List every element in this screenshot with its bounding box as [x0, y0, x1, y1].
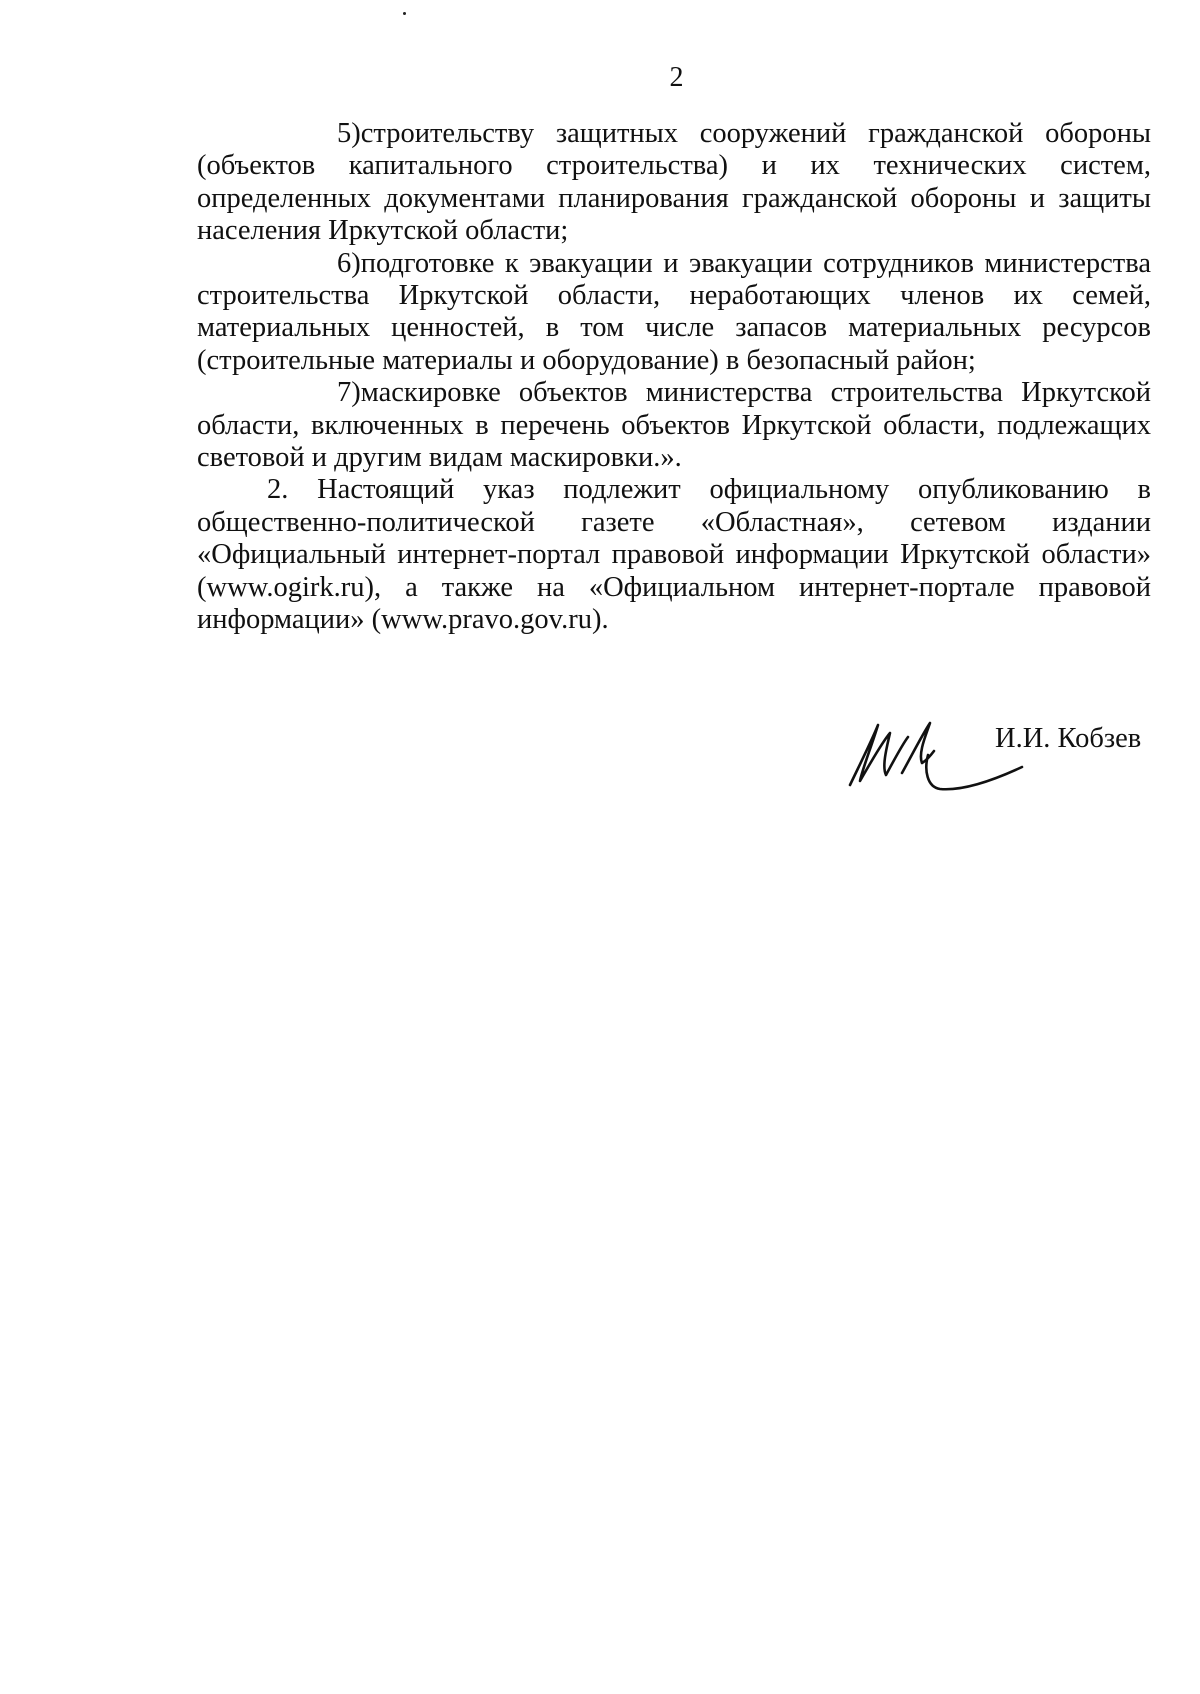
- item-text: строительству защитных сооружений гражданской обороны (объектов капитального строительства) и их технических систем, определенных документами планирования гражданской обороны и защиты населения Иркутской области;: [197, 118, 1151, 247]
- list-item: [197, 248, 1151, 378]
- stray-mark: [403, 12, 406, 15]
- item-number: 5): [337, 118, 361, 149]
- signature-block: [832, 715, 1152, 805]
- list-item: [197, 118, 1151, 248]
- page-number: 2: [669, 62, 684, 93]
- item-number: 7): [337, 377, 361, 409]
- list-item: [197, 377, 1151, 474]
- document-body: [197, 118, 1151, 637]
- item-number: 6): [337, 247, 361, 279]
- signer-name: И.И. Кобзев: [995, 723, 1142, 754]
- item-text: подготовке к эвакуации и эвакуации сотрудников министерства строительства Иркутской области, неработающих членов их семей, материальных ценностей, в том числе запасов материальных ресурсов (строительные материалы и оборудование) в безопасный район;: [197, 247, 1151, 376]
- item-text: маскировке объектов министерства строительства Иркутской области, включенных в перечень объектов Иркутской области, подлежащих световой и другим видам маскировки.».: [197, 377, 1151, 474]
- publication-paragraph: 2. Настоящий указ подлежит официальному опубликованию в общественно-политической газете «Областная», сетевом издании «Официальный интернет-портал правовой информации Иркутской области» (www.ogirk.ru), а также на «Официальном интернет-портале правовой информации» (www.pravo.gov.ru).: [197, 474, 1151, 636]
